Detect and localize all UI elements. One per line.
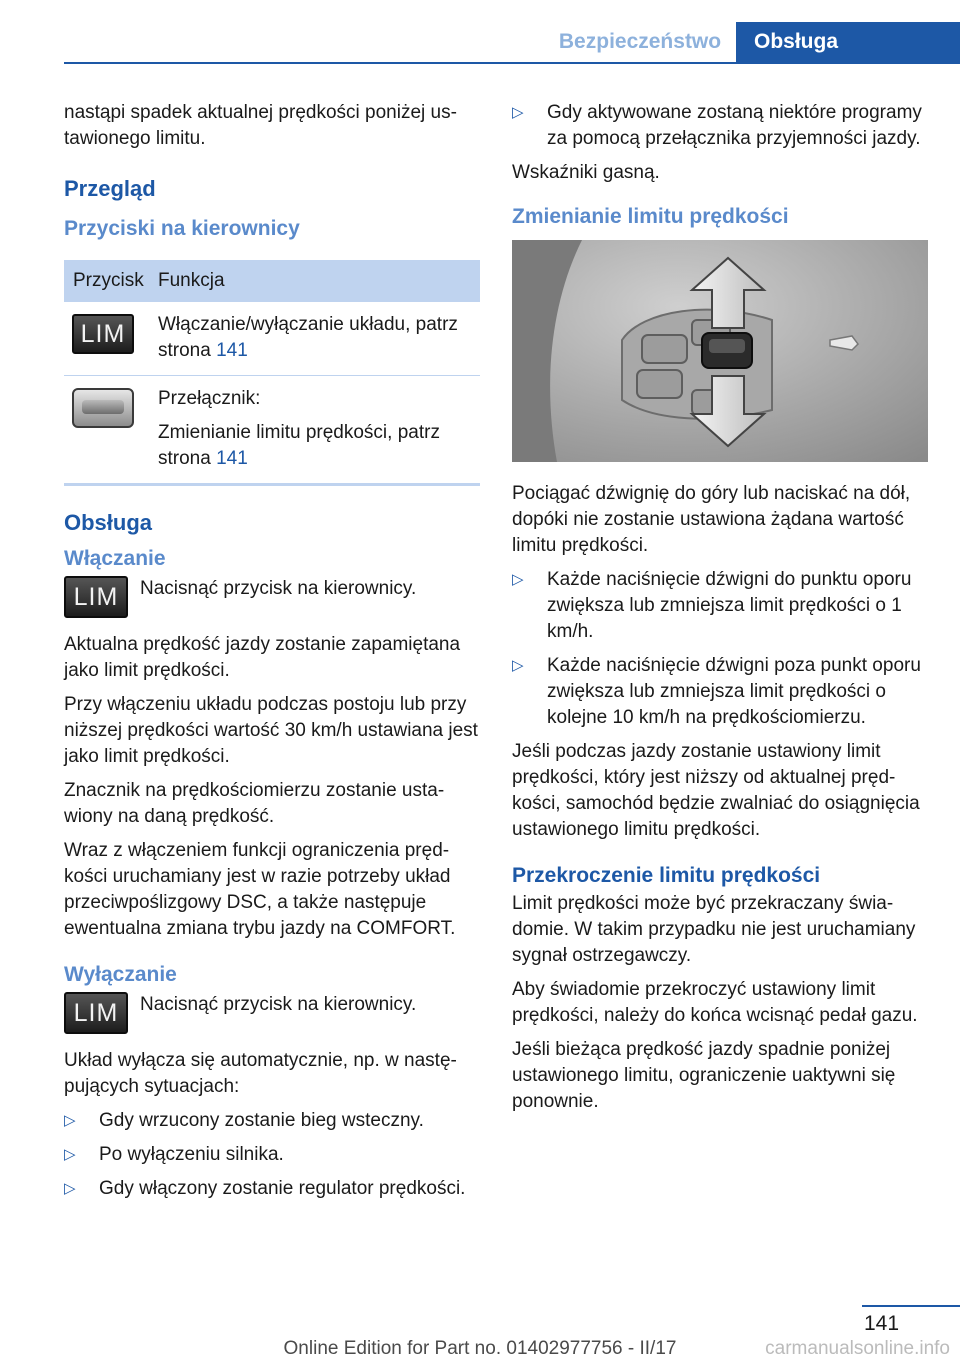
page-number: 141 xyxy=(864,1312,900,1335)
paragraph: Jeśli bieżąca prędkość jazdy spadnie poniżej ustawionego limitu, ograniczenie uaktywni się ponownie. xyxy=(512,1039,896,1112)
paragraph: Przy włączeniu układu podczas postoju lub przy niższej prędkości wartość 30 km/h ustawiana jest jako limit prędkości. xyxy=(64,694,478,767)
list-item: ▷ Gdy aktywowane zostaną niektóre programy za pomocą przełącznika przyjemności jazdy. xyxy=(512,100,928,152)
list-item: ▷ Każde naciśnięcie dźwigni do punktu oporu zwiększa lub zmniejsza limit prędkości o 1 km/h. xyxy=(512,567,928,645)
list-item: ▷ Każde naciśnięcie dźwigni poza punkt oporu zwiększa lub zmniejsza limit prędkości o kolejne 10 km/h na prędkościomierzu. xyxy=(512,653,928,731)
overview-heading: Przegląd xyxy=(64,176,156,201)
table-cell xyxy=(158,312,480,364)
paragraph: Jeśli podczas jazdy zostanie ustawiony limit prędkości, który jest niższy od aktualnej prędkości, samochód będzie zwalniać do osiągnięcia ustawionego limitu prędkości. xyxy=(512,741,920,840)
page-number-rule xyxy=(862,1305,960,1307)
left-column xyxy=(64,100,480,1210)
continued-list xyxy=(512,100,928,152)
table-row xyxy=(64,302,480,376)
list-item: ▷ Gdy wrzucony zostanie bieg wsteczny. xyxy=(64,1108,480,1134)
header-rule xyxy=(64,62,960,64)
paragraph: Limit prędkości może być przekraczany świadomie. W takim przypadku nie jest uruchamiany sygnał ostrzegawczy. xyxy=(512,893,916,966)
table-cell xyxy=(158,386,480,472)
row2-text: Zmienianie limitu prędkości, patrz strona xyxy=(158,422,440,469)
auto-off-list xyxy=(64,1108,480,1202)
paragraph: Znacznik na prędkościomierzu zostanie ustawiony na daną prędkość. xyxy=(64,780,445,827)
tab-safety[interactable]: Bezpieczeństwo xyxy=(558,30,722,53)
paragraph: Układ wyłącza się automatycznie, np. w następujących sytuacjach: xyxy=(64,1050,457,1097)
exceed-limit-heading: Przekroczenie limitu prędkości xyxy=(512,864,821,887)
edition-footer: Online Edition for Part no. 01402977756 - II/17 xyxy=(283,1338,677,1359)
switch-on-heading: Włączanie xyxy=(64,547,166,570)
page-link[interactable]: 141 xyxy=(216,448,248,469)
triangle-bullet-icon: ▷ xyxy=(64,1180,76,1197)
step-list xyxy=(512,567,928,731)
table-header xyxy=(64,260,480,302)
triangle-bullet-icon: ▷ xyxy=(512,571,524,588)
paragraph: Pociągać dźwignię do góry lub naciskać na dół, dopóki nie zostanie ustawiona żądana wartość limitu prędkości. xyxy=(512,483,911,556)
list-item: ▷ Gdy włączony zostanie regulator prędkości. xyxy=(64,1176,480,1202)
lim-button-icon: LIM xyxy=(64,576,128,618)
paragraph: Wraz z włączeniem funkcji ograniczenia prędkości uruchamiany jest w razie potrzeby układ przeciwpoślizgowy DSC, a także następuje ewentualna zmiana trybu jazdy na COMFORT. xyxy=(64,840,456,939)
triangle-bullet-icon: ▷ xyxy=(64,1146,76,1163)
switch-off-step xyxy=(64,992,480,1034)
tab-operation[interactable]: Obsługa xyxy=(736,22,960,62)
table-row xyxy=(64,376,480,486)
change-limit-heading: Zmienianie limitu prędkości xyxy=(512,205,789,228)
triangle-bullet-icon: ▷ xyxy=(64,1112,76,1129)
paragraph: Aktualna prędkość jazdy zostanie zapamiętana jako limit prędkości. xyxy=(64,634,461,681)
rocker-switch-icon xyxy=(72,388,134,428)
buttons-heading: Przyciski na kierownicy xyxy=(64,217,300,240)
buttons-table xyxy=(64,260,480,486)
triangle-bullet-icon: ▷ xyxy=(512,104,524,121)
paragraph: Aby świadomie przekroczyć ustawiony limit prędkości, należy do końca wcisnąć pedał gazu. xyxy=(512,979,918,1026)
intro-text: nastąpi spadek aktualnej prędkości poniżej ustawionego limitu. xyxy=(64,102,457,149)
lim-button-icon: LIM xyxy=(72,314,134,354)
column-header-button: Przycisk xyxy=(73,270,144,291)
row2-label: Przełącznik: xyxy=(158,388,261,409)
watermark: carmanualsonline.info xyxy=(765,1338,950,1359)
triangle-bullet-icon: ▷ xyxy=(512,657,524,674)
lim-button-icon: LIM xyxy=(64,992,128,1034)
list-item: ▷ Po wyłączeniu silnika. xyxy=(64,1142,480,1168)
page-link[interactable]: 141 xyxy=(216,340,248,361)
steering-wheel-rocker-photo xyxy=(512,240,928,462)
paragraph: Wskaźniki gasną. xyxy=(512,162,660,183)
row1-text: Włączanie/wyłączanie układu, patrz strona xyxy=(158,314,458,361)
operation-heading: Obsługa xyxy=(64,510,153,535)
right-column xyxy=(512,100,928,1123)
switch-on-instruction: Nacisnąć przycisk na kierownicy. xyxy=(140,578,417,599)
switch-on-step xyxy=(64,576,480,618)
switch-off-heading: Wyłączanie xyxy=(64,963,177,986)
switch-off-instruction: Nacisnąć przycisk na kierownicy. xyxy=(140,994,417,1015)
column-header-function: Funkcja xyxy=(158,270,225,291)
